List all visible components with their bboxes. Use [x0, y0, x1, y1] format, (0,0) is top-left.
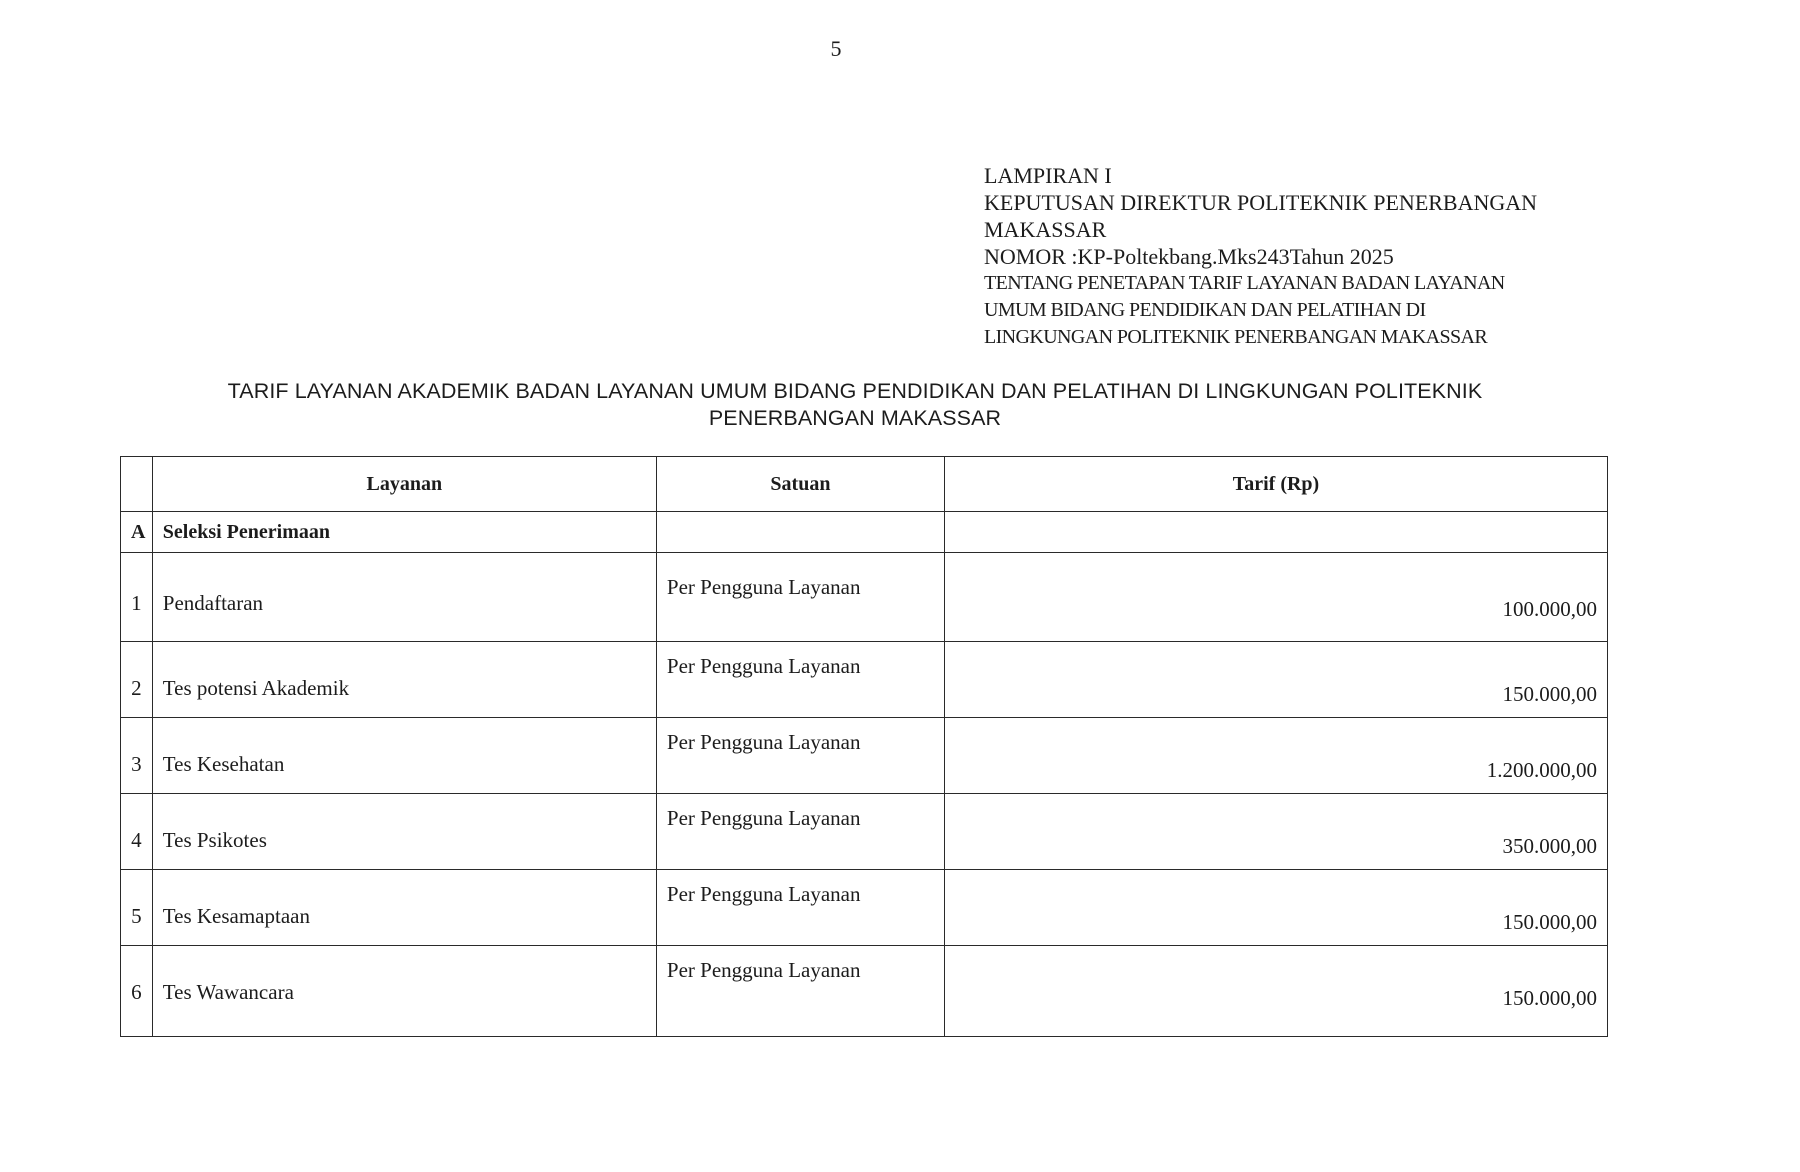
table-row: [121, 553, 1608, 642]
row-layanan: Tes potensi Akademik: [162, 676, 350, 700]
row-satuan: Per Pengguna Layanan: [666, 654, 861, 678]
header-tarif: Tarif (Rp): [944, 457, 1607, 512]
table-row: [121, 870, 1608, 946]
header-layanan: Layanan: [152, 457, 656, 512]
row-tarif: 150.000,00: [1502, 986, 1597, 1010]
row-satuan: Per Pengguna Layanan: [666, 806, 861, 830]
attachment-header: [984, 162, 1624, 351]
row-number: 3: [131, 752, 142, 776]
header-no: [121, 457, 153, 512]
attachment-label: LAMPIRAN I: [984, 163, 1112, 188]
row-tarif: 100.000,00: [1502, 597, 1597, 621]
row-layanan: Pendaftaran: [162, 591, 264, 615]
row-layanan: Tes Wawancara: [162, 980, 294, 1004]
row-satuan: Per Pengguna Layanan: [666, 730, 861, 754]
section-name: Seleksi Penerimaan: [152, 512, 656, 553]
decree-subject-line-2: UMUM BIDANG PENDIDIKAN DAN PELATIHAN DI: [984, 299, 1426, 321]
row-number: 4: [131, 828, 142, 852]
decree-title-line-1: KEPUTUSAN DIREKTUR POLITEKNIK PENERBANGAN: [984, 190, 1538, 215]
row-satuan: Per Pengguna Layanan: [666, 958, 861, 982]
table-row: [121, 642, 1608, 718]
decree-title-line-2: MAKASSAR: [984, 217, 1107, 242]
row-layanan: Tes Psikotes: [162, 828, 267, 852]
table-row: [121, 794, 1608, 870]
row-tarif: 1.200.000,00: [1486, 758, 1597, 782]
row-layanan: Tes Kesehatan: [162, 752, 285, 776]
row-tarif: 150.000,00: [1502, 910, 1597, 934]
table-header-row: [121, 457, 1608, 512]
section-satuan-empty: [656, 512, 944, 553]
row-layanan: Tes Kesamaptaan: [162, 904, 310, 928]
section-tarif-empty: [944, 512, 1607, 553]
row-number: 1: [131, 591, 142, 615]
table-row: [121, 946, 1608, 1037]
row-number: 6: [131, 980, 142, 1004]
row-number: 2: [131, 676, 142, 700]
decree-subject-line-3: LINGKUNGAN POLITEKNIK PENERBANGAN MAKASSAR: [984, 326, 1488, 348]
tariff-table: [120, 456, 1608, 1037]
document-title-line-2: PENERBANGAN MAKASSAR: [708, 406, 1002, 430]
document-title-line-1: TARIF LAYANAN AKADEMIK BADAN LAYANAN UMUM BIDANG PENDIDIKAN DAN PELATIHAN DI LINGKUNGAN POLITEKNIK: [227, 379, 1483, 403]
row-satuan: Per Pengguna Layanan: [666, 882, 861, 906]
section-row: [121, 512, 1608, 553]
row-tarif: 150.000,00: [1502, 682, 1597, 706]
decree-subject-line-1: TENTANG PENETAPAN TARIF LAYANAN BADAN LAYANAN: [984, 272, 1505, 294]
row-number: 5: [131, 904, 142, 928]
table-row: [121, 718, 1608, 794]
page-number: 5: [830, 36, 842, 61]
row-tarif: 350.000,00: [1502, 834, 1597, 858]
row-satuan: Per Pengguna Layanan: [666, 575, 861, 599]
decree-number: NOMOR :KP-Poltekbang.Mks243Tahun 2025: [984, 244, 1394, 269]
header-satuan: Satuan: [656, 457, 944, 512]
document-title: [120, 378, 1590, 432]
section-code: A: [121, 512, 153, 553]
